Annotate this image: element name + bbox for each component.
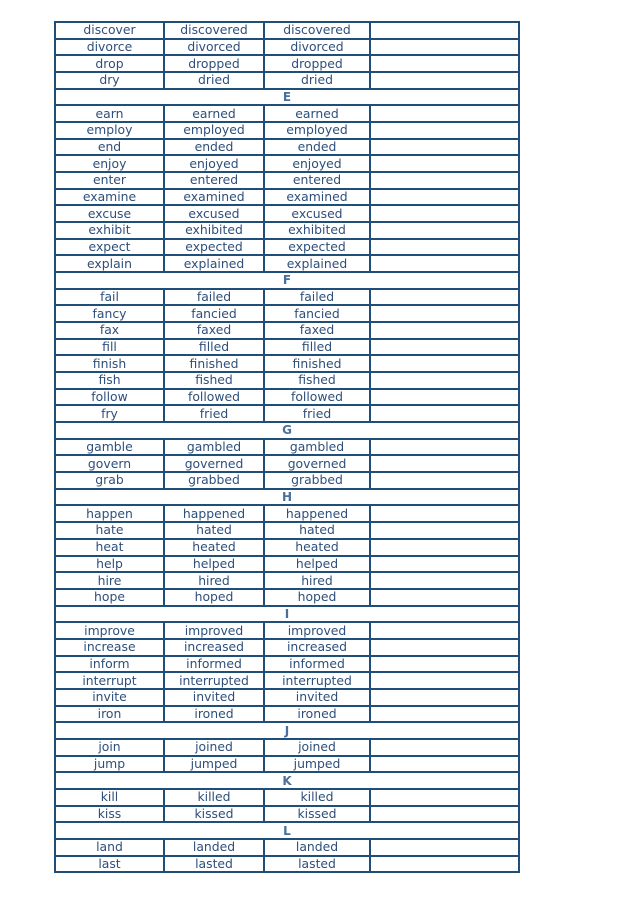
section-letter: K (55, 772, 519, 789)
base-form-cell: fax (55, 322, 164, 339)
blank-cell (370, 622, 519, 639)
blank-cell (370, 706, 519, 723)
past-simple-cell: entered (164, 172, 264, 189)
past-participle-cell: joined (264, 739, 370, 756)
past-simple-cell: invited (164, 689, 264, 706)
past-participle-cell: informed (264, 656, 370, 673)
past-simple-cell: dropped (164, 55, 264, 72)
base-form-cell: kill (55, 789, 164, 806)
base-form-cell: join (55, 739, 164, 756)
blank-cell (370, 405, 519, 422)
base-form-cell: divorce (55, 39, 164, 56)
base-form-cell: land (55, 839, 164, 856)
base-form-cell: follow (55, 389, 164, 406)
blank-cell (370, 639, 519, 656)
past-simple-cell: fished (164, 372, 264, 389)
past-simple-cell: exhibited (164, 222, 264, 239)
past-simple-cell: ended (164, 139, 264, 156)
table-row (55, 105, 519, 122)
base-form-cell: happen (55, 505, 164, 522)
table-row (55, 622, 519, 639)
past-simple-cell: governed (164, 455, 264, 472)
past-participle-cell: lasted (264, 856, 370, 873)
table-row (55, 322, 519, 339)
table-row (55, 189, 519, 206)
past-simple-cell: faxed (164, 322, 264, 339)
past-simple-cell: interrupted (164, 672, 264, 689)
blank-cell (370, 339, 519, 356)
past-simple-cell: kissed (164, 806, 264, 823)
past-simple-cell: examined (164, 189, 264, 206)
table-row (55, 372, 519, 389)
base-form-cell: inform (55, 656, 164, 673)
blank-cell (370, 689, 519, 706)
table-row (55, 239, 519, 256)
blank-cell (370, 439, 519, 456)
blank-cell (370, 589, 519, 606)
base-form-cell: hope (55, 589, 164, 606)
base-form-cell: drop (55, 55, 164, 72)
table-row (55, 439, 519, 456)
past-participle-cell: grabbed (264, 472, 370, 489)
past-simple-cell: ironed (164, 706, 264, 723)
table-row (55, 289, 519, 306)
past-simple-cell: divorced (164, 39, 264, 56)
section-letter-row (55, 422, 519, 439)
past-participle-cell: dropped (264, 55, 370, 72)
section-letter: G (55, 422, 519, 439)
table-row (55, 789, 519, 806)
blank-cell (370, 289, 519, 306)
blank-cell (370, 22, 519, 39)
past-participle-cell: filled (264, 339, 370, 356)
blank-cell (370, 322, 519, 339)
past-participle-cell: hated (264, 522, 370, 539)
blank-cell (370, 789, 519, 806)
blank-cell (370, 239, 519, 256)
base-form-cell: help (55, 556, 164, 573)
blank-cell (370, 255, 519, 272)
past-simple-cell: improved (164, 622, 264, 639)
blank-cell (370, 305, 519, 322)
past-participle-cell: followed (264, 389, 370, 406)
past-participle-cell: gambled (264, 439, 370, 456)
past-participle-cell: entered (264, 172, 370, 189)
base-form-cell: grab (55, 472, 164, 489)
section-letter: I (55, 606, 519, 623)
blank-cell (370, 72, 519, 89)
past-participle-cell: expected (264, 239, 370, 256)
past-participle-cell: landed (264, 839, 370, 856)
base-form-cell: excuse (55, 205, 164, 222)
table-row (55, 455, 519, 472)
table-row (55, 856, 519, 873)
past-simple-cell: hated (164, 522, 264, 539)
past-simple-cell: finished (164, 355, 264, 372)
past-participle-cell: failed (264, 289, 370, 306)
past-simple-cell: gambled (164, 439, 264, 456)
past-participle-cell: hired (264, 572, 370, 589)
past-simple-cell: employed (164, 122, 264, 139)
blank-cell (370, 505, 519, 522)
base-form-cell: earn (55, 105, 164, 122)
table-row (55, 639, 519, 656)
base-form-cell: fancy (55, 305, 164, 322)
past-participle-cell: finished (264, 355, 370, 372)
table-row (55, 672, 519, 689)
table-row (55, 656, 519, 673)
table-row (55, 522, 519, 539)
past-simple-cell: grabbed (164, 472, 264, 489)
base-form-cell: expect (55, 239, 164, 256)
table-row (55, 389, 519, 406)
past-participle-cell: faxed (264, 322, 370, 339)
blank-cell (370, 556, 519, 573)
past-simple-cell: expected (164, 239, 264, 256)
past-simple-cell: landed (164, 839, 264, 856)
blank-cell (370, 572, 519, 589)
past-participle-cell: exhibited (264, 222, 370, 239)
base-form-cell: employ (55, 122, 164, 139)
table-row (55, 806, 519, 823)
blank-cell (370, 522, 519, 539)
table-row (55, 255, 519, 272)
base-form-cell: jump (55, 756, 164, 773)
table-row (55, 39, 519, 56)
past-simple-cell: excused (164, 205, 264, 222)
blank-cell (370, 539, 519, 556)
verb-table (54, 21, 520, 873)
table-row (55, 505, 519, 522)
table-row (55, 572, 519, 589)
base-form-cell: iron (55, 706, 164, 723)
base-form-cell: gamble (55, 439, 164, 456)
past-simple-cell: followed (164, 389, 264, 406)
past-simple-cell: filled (164, 339, 264, 356)
past-participle-cell: excused (264, 205, 370, 222)
past-participle-cell: governed (264, 455, 370, 472)
table-row (55, 339, 519, 356)
past-simple-cell: fried (164, 405, 264, 422)
blank-cell (370, 756, 519, 773)
past-simple-cell: helped (164, 556, 264, 573)
past-simple-cell: heated (164, 539, 264, 556)
table-row (55, 22, 519, 39)
past-participle-cell: fished (264, 372, 370, 389)
past-simple-cell: killed (164, 789, 264, 806)
past-participle-cell: kissed (264, 806, 370, 823)
table-row (55, 405, 519, 422)
blank-cell (370, 172, 519, 189)
blank-cell (370, 656, 519, 673)
past-simple-cell: dried (164, 72, 264, 89)
base-form-cell: finish (55, 355, 164, 372)
past-participle-cell: enjoyed (264, 155, 370, 172)
section-letter: J (55, 722, 519, 739)
table-row (55, 305, 519, 322)
table-row (55, 689, 519, 706)
past-participle-cell: employed (264, 122, 370, 139)
blank-cell (370, 105, 519, 122)
section-letter-row (55, 89, 519, 106)
base-form-cell: fail (55, 289, 164, 306)
past-participle-cell: happened (264, 505, 370, 522)
past-simple-cell: informed (164, 656, 264, 673)
table-row (55, 706, 519, 723)
blank-cell (370, 205, 519, 222)
blank-cell (370, 806, 519, 823)
past-participle-cell: dried (264, 72, 370, 89)
blank-cell (370, 122, 519, 139)
past-simple-cell: increased (164, 639, 264, 656)
blank-cell (370, 455, 519, 472)
table-row (55, 55, 519, 72)
past-participle-cell: examined (264, 189, 370, 206)
base-form-cell: explain (55, 255, 164, 272)
table-row (55, 172, 519, 189)
past-simple-cell: hoped (164, 589, 264, 606)
past-participle-cell: improved (264, 622, 370, 639)
base-form-cell: exhibit (55, 222, 164, 239)
base-form-cell: enjoy (55, 155, 164, 172)
base-form-cell: discover (55, 22, 164, 39)
base-form-cell: kiss (55, 806, 164, 823)
table-row (55, 739, 519, 756)
blank-cell (370, 839, 519, 856)
past-participle-cell: hoped (264, 589, 370, 606)
past-participle-cell: helped (264, 556, 370, 573)
base-form-cell: fill (55, 339, 164, 356)
past-simple-cell: jumped (164, 756, 264, 773)
blank-cell (370, 856, 519, 873)
base-form-cell: last (55, 856, 164, 873)
section-letter: L (55, 822, 519, 839)
table-row (55, 839, 519, 856)
base-form-cell: govern (55, 455, 164, 472)
table-row (55, 205, 519, 222)
base-form-cell: dry (55, 72, 164, 89)
blank-cell (370, 355, 519, 372)
table-row (55, 139, 519, 156)
past-simple-cell: explained (164, 255, 264, 272)
table-row (55, 556, 519, 573)
blank-cell (370, 389, 519, 406)
base-form-cell: enter (55, 172, 164, 189)
section-letter-row (55, 606, 519, 623)
blank-cell (370, 472, 519, 489)
past-participle-cell: interrupted (264, 672, 370, 689)
blank-cell (370, 39, 519, 56)
table-row (55, 756, 519, 773)
past-participle-cell: invited (264, 689, 370, 706)
base-form-cell: examine (55, 189, 164, 206)
base-form-cell: improve (55, 622, 164, 639)
past-participle-cell: ironed (264, 706, 370, 723)
base-form-cell: fish (55, 372, 164, 389)
blank-cell (370, 739, 519, 756)
blank-cell (370, 155, 519, 172)
base-form-cell: heat (55, 539, 164, 556)
past-participle-cell: heated (264, 539, 370, 556)
section-letter-row (55, 489, 519, 506)
table-row (55, 355, 519, 372)
blank-cell (370, 139, 519, 156)
past-simple-cell: lasted (164, 856, 264, 873)
section-letter-row (55, 272, 519, 289)
base-form-cell: fry (55, 405, 164, 422)
section-letter: E (55, 89, 519, 106)
section-letter: H (55, 489, 519, 506)
base-form-cell: increase (55, 639, 164, 656)
past-simple-cell: happened (164, 505, 264, 522)
section-letter: F (55, 272, 519, 289)
past-participle-cell: divorced (264, 39, 370, 56)
table-row (55, 122, 519, 139)
past-simple-cell: enjoyed (164, 155, 264, 172)
table-row (55, 222, 519, 239)
section-letter-row (55, 772, 519, 789)
table-row (55, 472, 519, 489)
table-row (55, 589, 519, 606)
past-participle-cell: earned (264, 105, 370, 122)
past-participle-cell: increased (264, 639, 370, 656)
base-form-cell: hate (55, 522, 164, 539)
past-participle-cell: discovered (264, 22, 370, 39)
past-simple-cell: failed (164, 289, 264, 306)
table-row (55, 539, 519, 556)
base-form-cell: invite (55, 689, 164, 706)
past-simple-cell: discovered (164, 22, 264, 39)
blank-cell (370, 189, 519, 206)
table-row (55, 72, 519, 89)
blank-cell (370, 372, 519, 389)
past-simple-cell: fancied (164, 305, 264, 322)
section-letter-row (55, 722, 519, 739)
blank-cell (370, 222, 519, 239)
section-letter-row (55, 822, 519, 839)
past-participle-cell: jumped (264, 756, 370, 773)
blank-cell (370, 672, 519, 689)
past-simple-cell: earned (164, 105, 264, 122)
verb-table-body (55, 22, 519, 872)
past-participle-cell: fried (264, 405, 370, 422)
past-participle-cell: explained (264, 255, 370, 272)
base-form-cell: hire (55, 572, 164, 589)
past-participle-cell: fancied (264, 305, 370, 322)
past-simple-cell: hired (164, 572, 264, 589)
past-simple-cell: joined (164, 739, 264, 756)
table-row (55, 155, 519, 172)
past-participle-cell: ended (264, 139, 370, 156)
past-participle-cell: killed (264, 789, 370, 806)
blank-cell (370, 55, 519, 72)
base-form-cell: end (55, 139, 164, 156)
base-form-cell: interrupt (55, 672, 164, 689)
